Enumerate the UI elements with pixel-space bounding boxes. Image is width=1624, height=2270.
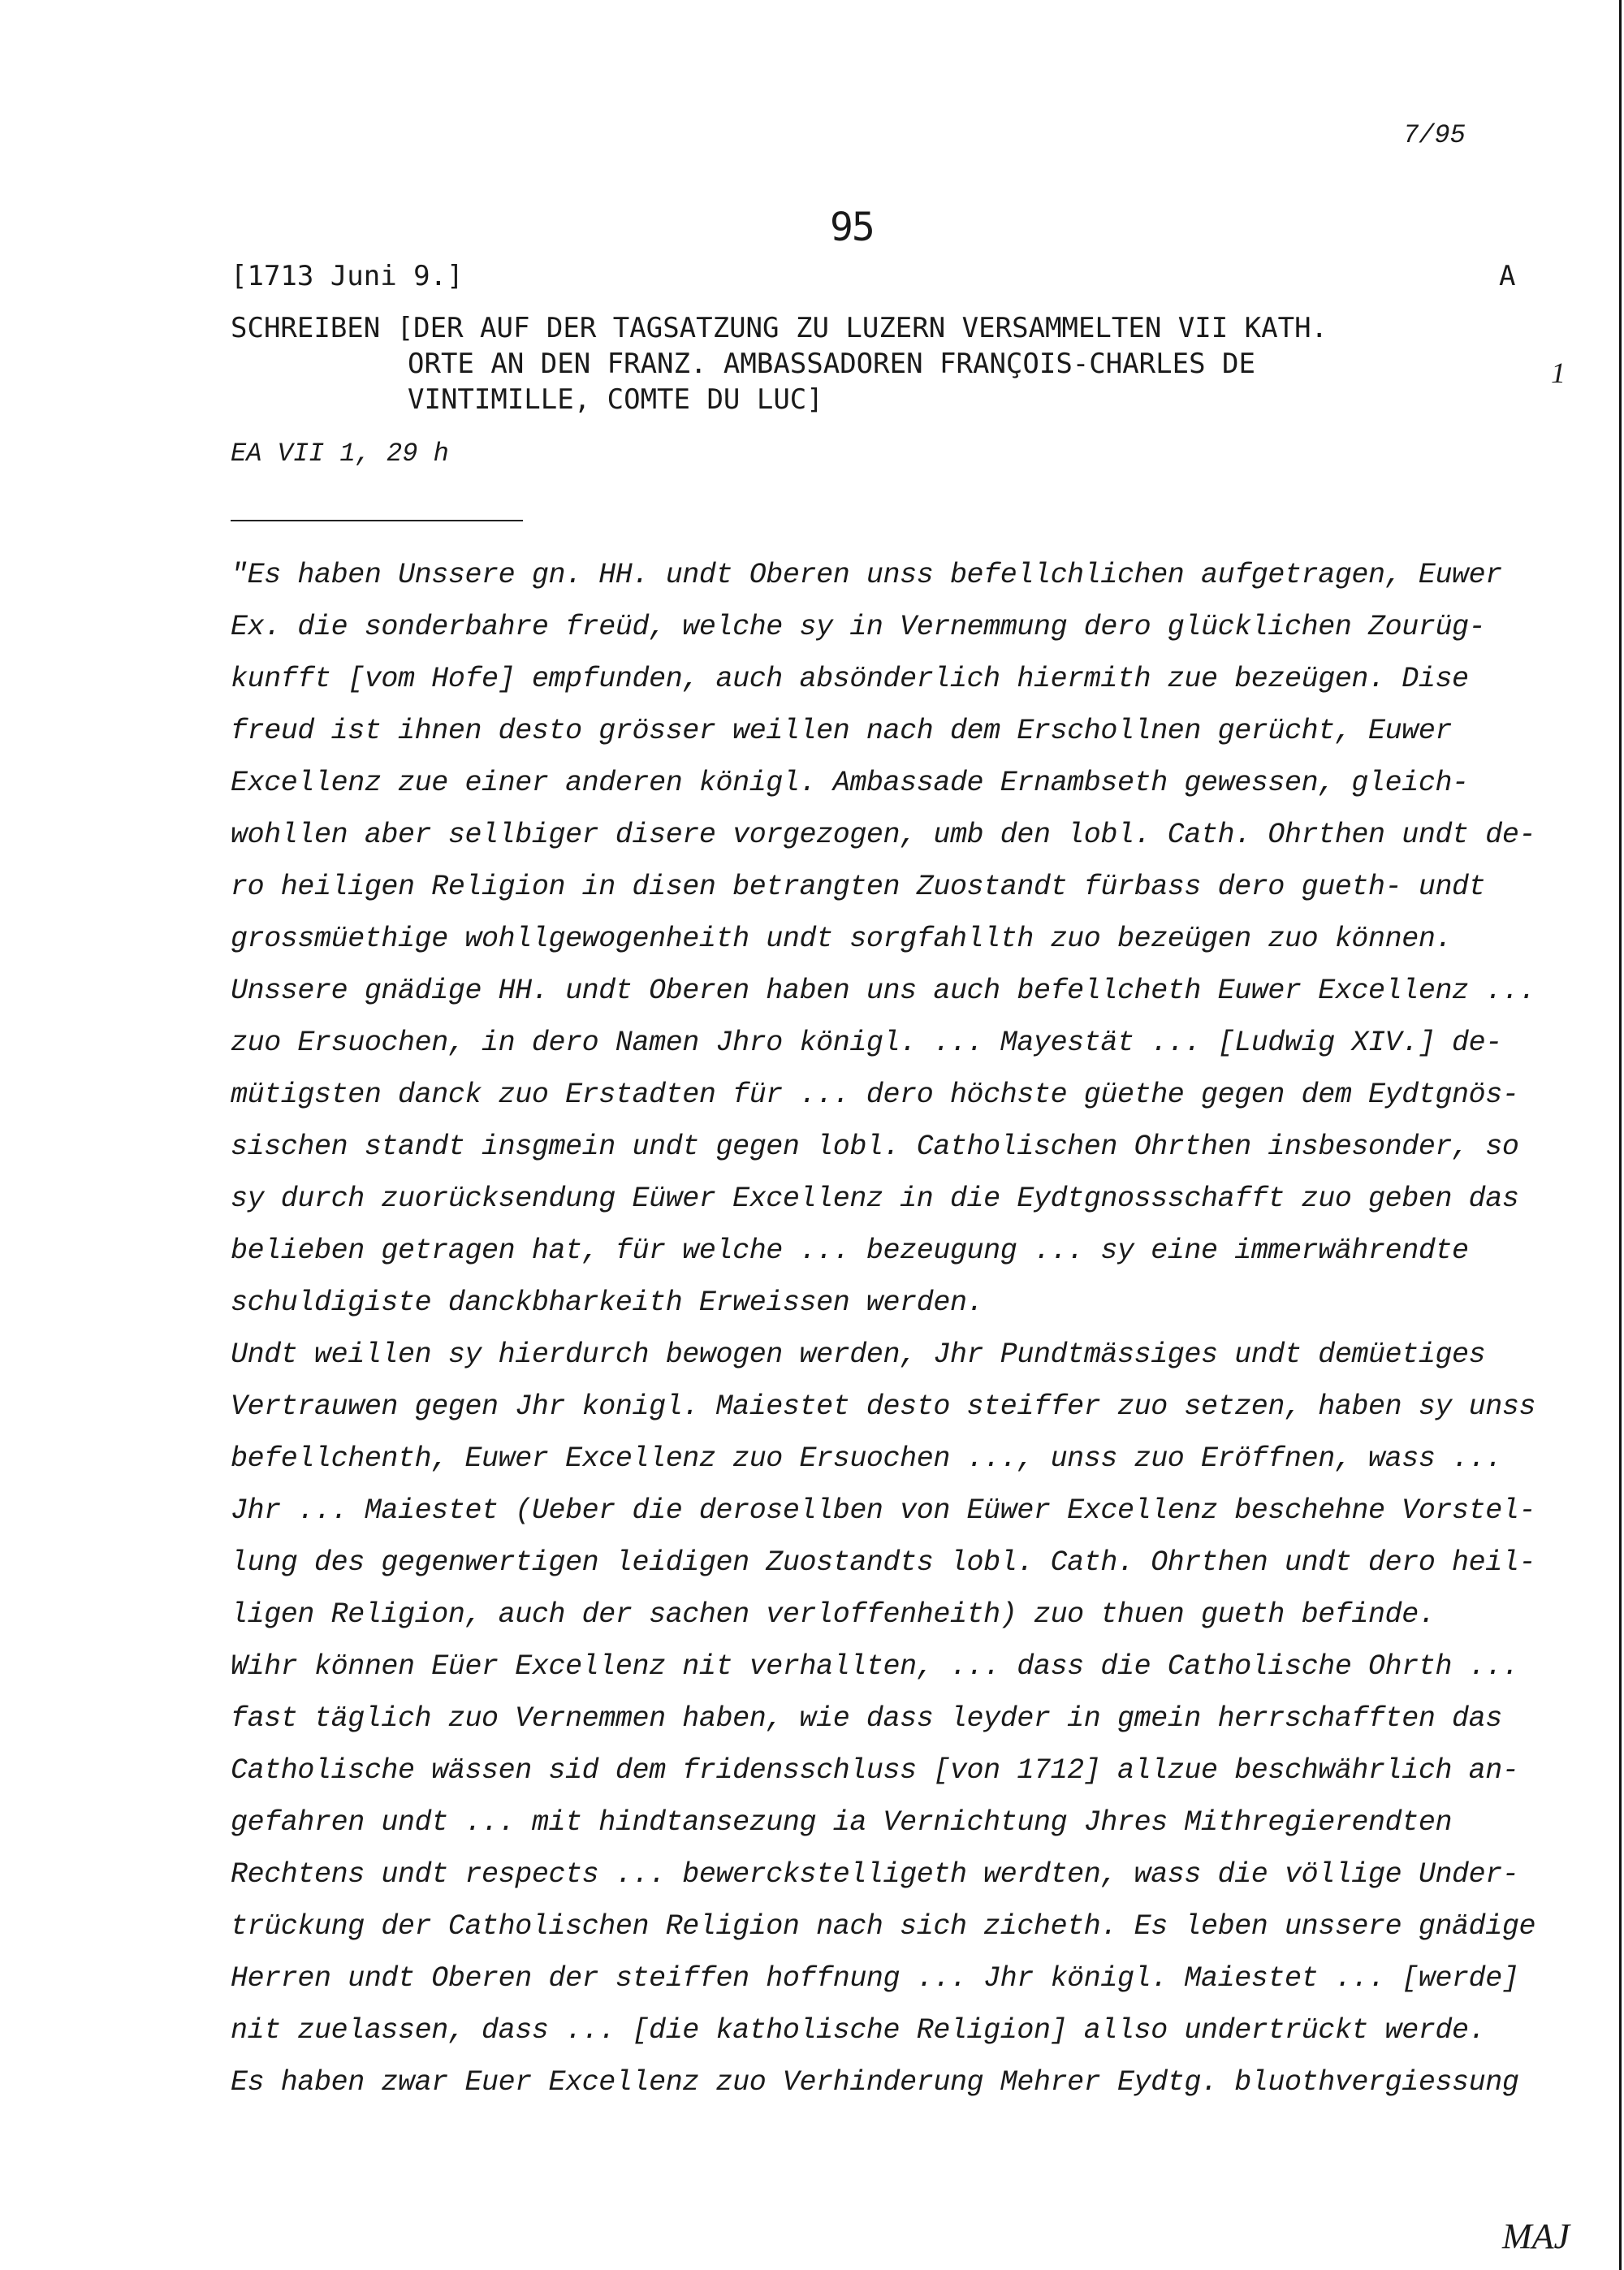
body-line: wohllen aber sellbiger disere vorgezogen, umb den lobl. Cath. Ohrthen undt de- (231, 819, 1536, 851)
source-citation: EA VII 1, 29 h (231, 439, 449, 469)
body-line: Jhr ... Maiestet (Ueber die derosellben von Eüwer Excellenz beschehne Vorstel- (231, 1494, 1536, 1527)
heading-line-3: VINTIMILLE, COMTE DU LUC] (408, 383, 823, 416)
margin-annotation: 1 (1551, 357, 1566, 389)
body-line: Rechtens undt respects ... bewerckstelligeth werdten, wass die völlige Under- (231, 1858, 1519, 1891)
page-edge-border (1619, 0, 1622, 2270)
heading-line-2: ORTE AN DEN FRANZ. AMBASSADOREN FRANÇOIS-CHARLES DE (408, 348, 1255, 380)
body-line: Es haben zwar Euer Excellenz zuo Verhinderung Mehrer Eydtg. bluothvergiessung (231, 2066, 1519, 2099)
body-line: gefahren undt ... mit hindtansezung ia Vernichtung Jhres Mithregierendten (231, 1806, 1453, 1839)
body-line: freud ist ihnen desto grösser weillen nach dem Erschollnen gerücht, Euwer (231, 715, 1453, 747)
body-line: Vertrauwen gegen Jhr konigl. Maiestet desto steiffer zuo setzen, haben sy unss (231, 1390, 1536, 1423)
body-line: Excellenz zue einer anderen königl. Ambassade Ernambseth gewessen, gleich- (231, 767, 1469, 799)
body-line: mütigsten danck zuo Erstadten für ... dero höchste güethe gegen dem Eydtgnös- (231, 1079, 1519, 1111)
separator-rule (231, 520, 523, 521)
body-line: nit zuelassen, dass ... [die katholische Religion] allso undertrückt werde. (231, 2014, 1486, 2047)
body-line: befellchenth, Euwer Excellenz zuo Ersuochen ..., unss zuo Eröffnen, wass ... (231, 1442, 1502, 1475)
body-line: ligen Religion, auch der sachen verloffenheith) zuo thuen gueth befinde. (231, 1598, 1436, 1631)
body-line: kunfft [vom Hofe] empfunden, auch absönderlich hiermith zue bezeügen. Dise (231, 663, 1469, 695)
heading-line-1: SCHREIBEN [DER AUF DER TAGSATZUNG ZU LUZERN VERSAMMELTEN VII KATH. (231, 312, 1328, 344)
body-line: Catholische wässen sid dem fridensschluss [von 1712] allzue beschwährlich an- (231, 1754, 1519, 1787)
body-line: sischen standt insgmein undt gegen lobl. Catholischen Ohrthen insbesonder, so (231, 1131, 1519, 1163)
archive-reference: 7/95 (1403, 120, 1466, 150)
document-number: 95 (830, 205, 874, 250)
body-line: sy durch zuorücksendung Eüwer Excellenz in die Eydtgnossschafft zuo geben das (231, 1183, 1519, 1215)
body-line: "Es haben Unssere gn. HH. undt Oberen unss befellchlichen aufgetragen, Euwer (231, 559, 1502, 591)
body-line: Undt weillen sy hierdurch bewogen werden, Jhr Pundtmässiges undt demüetiges (231, 1338, 1486, 1371)
side-marker: A (1499, 260, 1516, 292)
document-date: [1713 Juni 9.] (231, 260, 464, 292)
body-line: schuldigiste danckbharkeith Erweissen werden. (231, 1286, 984, 1319)
body-line: trückung der Catholischen Religion nach sich zicheth. Es leben unssere gnädige (231, 1910, 1536, 1943)
body-line: grossmüethige wohllgewogenheith undt sorgfahllth zuo bezeügen zuo können. (231, 923, 1453, 955)
body-line: ro heiligen Religion in disen betrangten Zuostandt fürbass dero gueth- undt (231, 871, 1486, 903)
body-line: Ex. die sonderbahre freüd, welche sy in Vernemmung dero glücklichen Zourüg- (231, 611, 1486, 643)
handwritten-initials: MAJ (1502, 2216, 1570, 2256)
body-line: Herren undt Oberen der steiffen hoffnung ... Jhr königl. Maiestet ... [werde] (231, 1962, 1519, 1995)
body-line: lung des gegenwertigen leidigen Zuostandts lobl. Cath. Ohrthen undt dero heil- (231, 1546, 1536, 1579)
body-line: belieben getragen hat, für welche ... bezeugung ... sy eine immerwährendte (231, 1234, 1469, 1267)
body-line: fast täglich zuo Vernemmen haben, wie dass leyder in gmein herrschafften das (231, 1702, 1502, 1735)
body-line: zuo Ersuochen, in dero Namen Jhro königl. ... Mayestät ... [Ludwig XIV.] de- (231, 1027, 1502, 1059)
body-line: Wihr können Eüer Excellenz nit verhallten, ... dass die Catholische Ohrth ... (231, 1650, 1519, 1683)
body-line: Unssere gnädige HH. undt Oberen haben uns auch befellcheth Euwer Excellenz ... (231, 975, 1536, 1007)
